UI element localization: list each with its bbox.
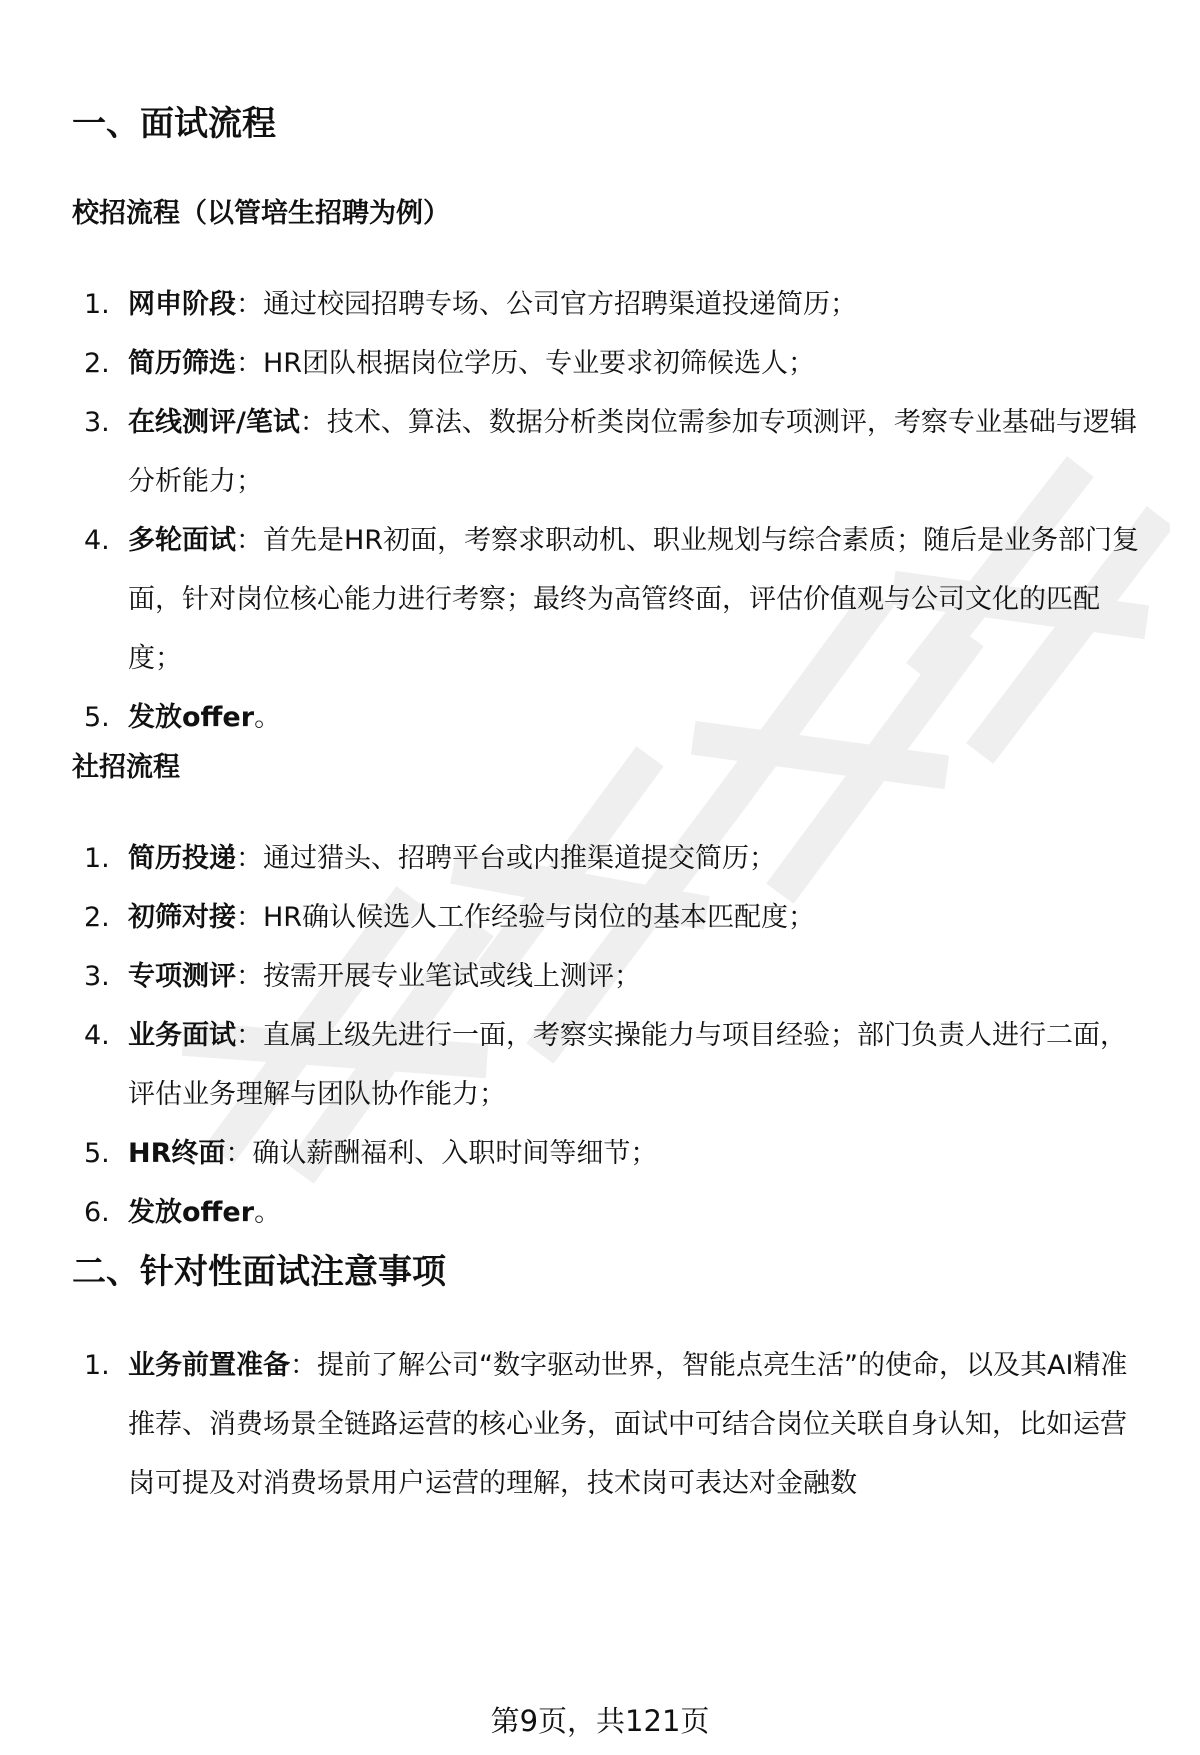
- subheading-social-recruitment: 社招流程: [72, 752, 180, 783]
- item-term: 简历筛选: [128, 348, 236, 379]
- item-number: 5.: [84, 702, 110, 733]
- item-number: 5.: [84, 1138, 110, 1169]
- item-desc: ：首先是HR初面，考察求职动机、职业规划与综合素质；随后是业务部门复面，针对岗位核心能力进行考察；最终为高管终面，评估价值观与公司文化的匹配度；: [128, 525, 1140, 674]
- item-number: 2.: [84, 348, 110, 379]
- item-number: 4.: [84, 525, 110, 556]
- item-number: 1.: [84, 843, 110, 874]
- list-item: [0, 829, 1153, 888]
- item-number: 2.: [84, 902, 110, 933]
- item-term: 简历投递: [128, 843, 236, 874]
- item-desc: ：HR团队根据岗位学历、专业要求初筛候选人；: [236, 348, 816, 379]
- item-desc: 。: [254, 702, 282, 733]
- list-item: [0, 393, 1153, 511]
- section-heading-interview-notes: 二、针对性面试注意事项: [72, 1252, 446, 1292]
- item-term: 网申阶段: [128, 289, 236, 320]
- item-desc: ：按需开展专业笔试或线上测评；: [236, 961, 641, 992]
- item-term: 业务前置准备: [128, 1350, 290, 1381]
- campus-process-list: [0, 275, 1153, 747]
- item-term: 多轮面试: [128, 525, 236, 556]
- item-desc: ：技术、算法、数据分析类岗位需参加专项测评，考察专业基础与逻辑分析能力；: [128, 407, 1137, 497]
- list-item: [0, 1124, 1153, 1183]
- item-desc: ：确认薪酬福利、入职时间等细节；: [225, 1138, 658, 1169]
- list-item: [0, 1183, 1153, 1242]
- section-heading-interview-process: 一、面试流程: [72, 104, 276, 144]
- subheading-campus-recruitment: 校招流程（以管培生招聘为例）: [72, 198, 450, 229]
- item-desc: ：HR确认候选人工作经验与岗位的基本匹配度；: [236, 902, 816, 933]
- item-desc: 。: [254, 1197, 282, 1228]
- item-term: 初筛对接: [128, 902, 236, 933]
- list-item: [0, 334, 1153, 393]
- item-desc: ：提前了解公司“数字驱动世界，智能点亮生活”的使命，以及其AI精准推荐、消费场景全链路运营的核心业务，面试中可结合岗位关联自身认知，比如运营岗可提及对消费场景用户运营的理解，技术岗可表达对金融数: [128, 1350, 1128, 1499]
- item-number: 3.: [84, 961, 110, 992]
- list-item: [0, 275, 1153, 334]
- item-term: 业务面试: [128, 1020, 236, 1051]
- item-number: 4.: [84, 1020, 110, 1051]
- item-number: 3.: [84, 407, 110, 438]
- list-item: [0, 1006, 1153, 1124]
- social-process-list: [0, 829, 1153, 1242]
- item-desc: ：通过猎头、招聘平台或内推渠道提交简历；: [236, 843, 776, 874]
- item-number: 6.: [84, 1197, 110, 1228]
- item-term: HR终面: [128, 1138, 226, 1169]
- item-term: 发放offer: [128, 702, 255, 733]
- page-number-footer: 第9页，共121页: [490, 1704, 710, 1738]
- list-item: [0, 511, 1153, 688]
- item-desc: ：通过校园招聘专场、公司官方招聘渠道投递简历；: [236, 289, 857, 320]
- list-item: [0, 947, 1153, 1006]
- item-number: 1.: [84, 289, 110, 320]
- item-term: 在线测评/笔试: [128, 407, 300, 438]
- item-desc: ：直属上级先进行一面，考察实操能力与项目经验；部门负责人进行二面，评估业务理解与团队协作能力；: [128, 1020, 1127, 1110]
- item-term: 发放offer: [128, 1197, 255, 1228]
- list-item: [0, 688, 1153, 747]
- list-item: [0, 1336, 1153, 1513]
- interview-notes-list: [0, 1336, 1153, 1513]
- item-number: 1.: [84, 1350, 110, 1381]
- list-item: [0, 888, 1153, 947]
- item-term: 专项测评: [128, 961, 236, 992]
